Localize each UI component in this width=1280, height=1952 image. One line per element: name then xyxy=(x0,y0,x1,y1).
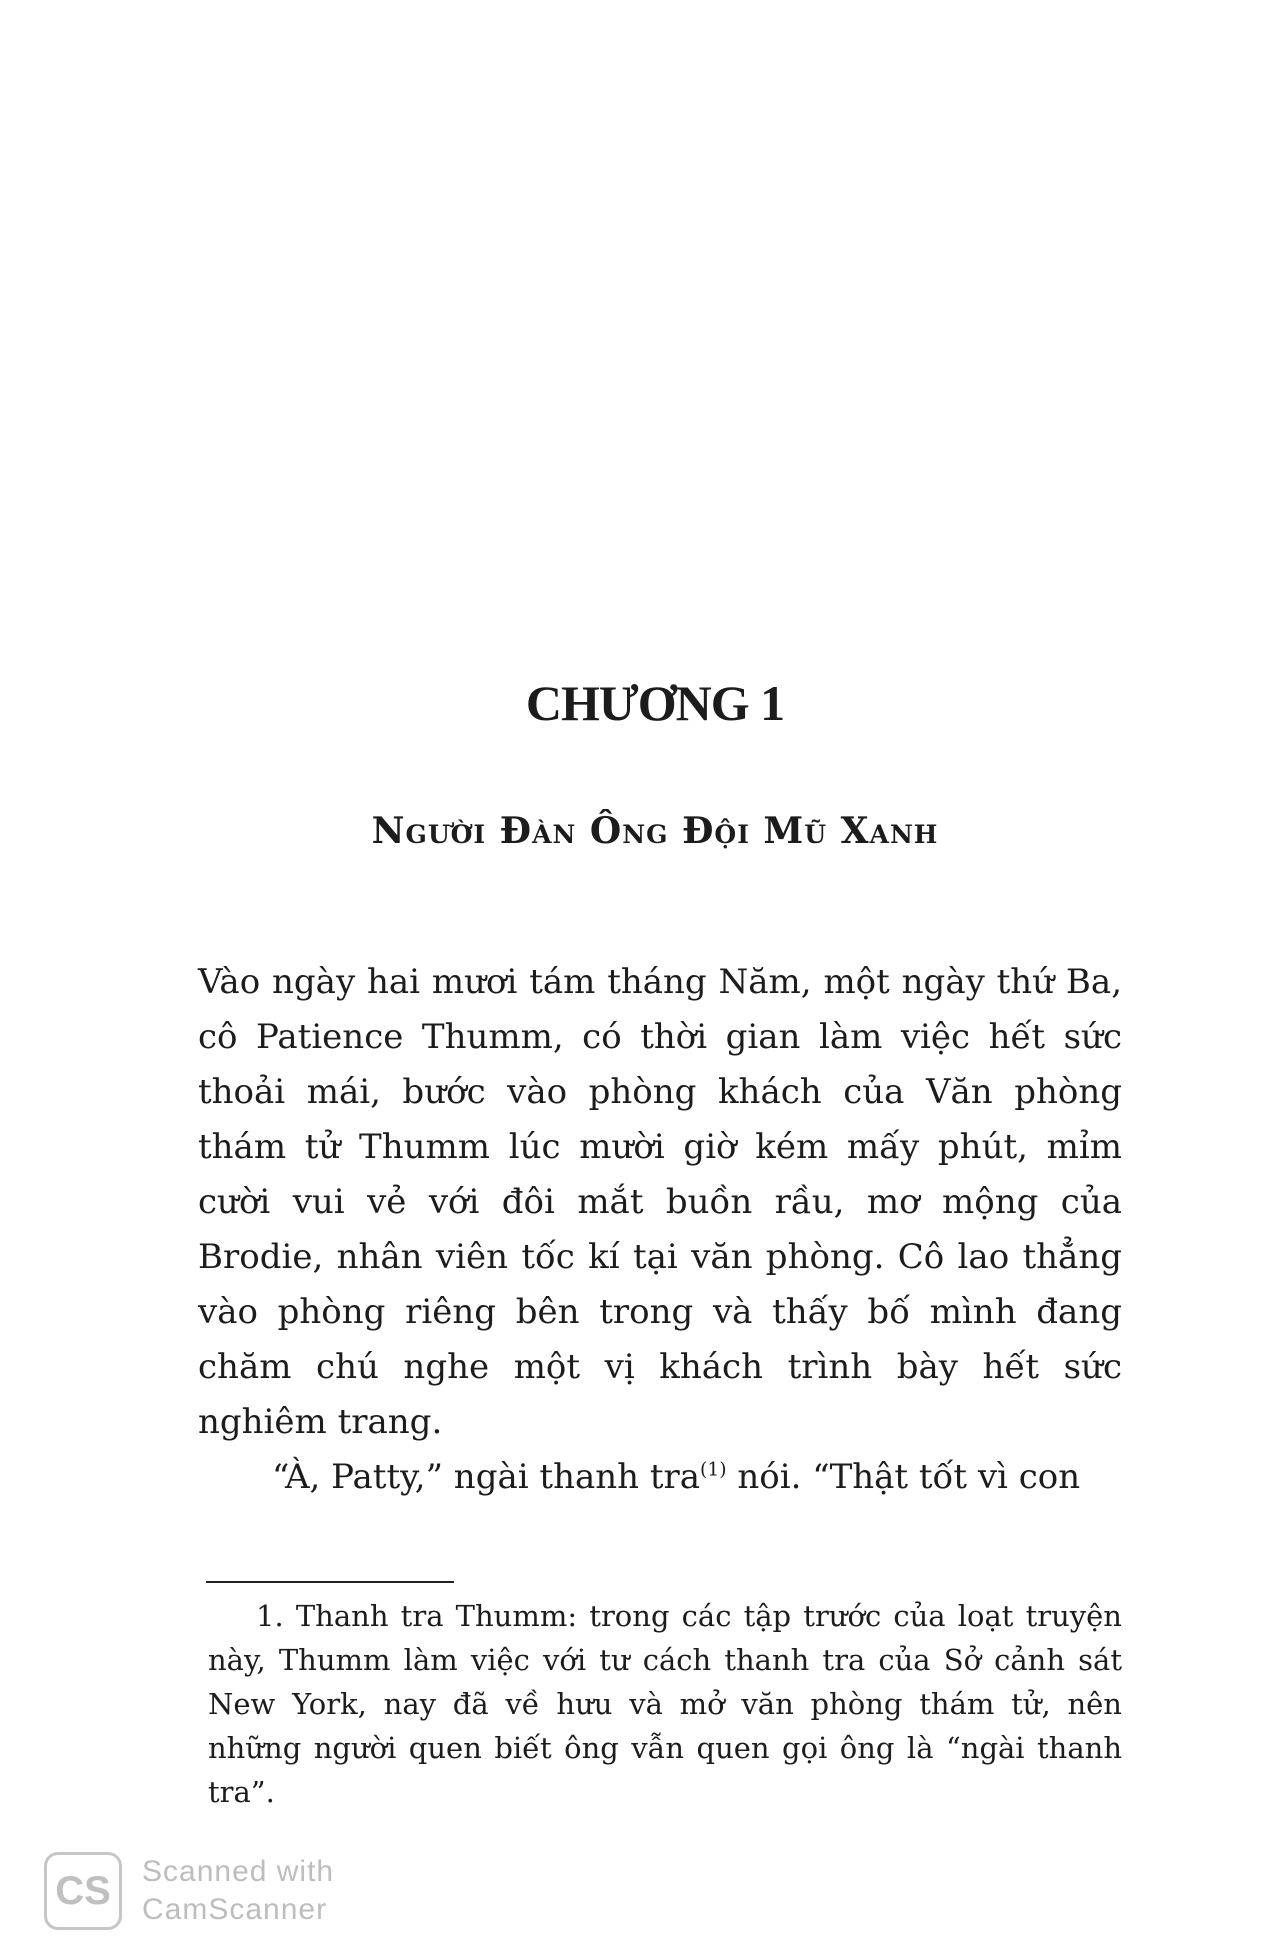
paragraph xyxy=(198,1450,1122,1505)
paragraph: Vào ngày hai mươi tám tháng Năm, một ngày thứ Ba, cô Patience Thumm, có thời gian làm việc hết sức thoải mái, bước vào phòng khách của Văn phòng thám tử Thumm lúc mười giờ kém mấy phút, mỉm cười vui vẻ với đôi mắt buồn rầu, mơ mộng của Brodie, nhân viên tốc kí tại văn phòng. Cô lao thẳng vào phòng riêng bên trong và thấy bố mình đang chăm chú nghe một vị khách trình bày hết sức nghiêm trang. xyxy=(198,962,1122,1442)
footnote-text: Thanh tra Thumm: trong các tập trước của loạt truyện này, Thumm làm việc với tư cách thanh tra của Sở cảnh sát New York, nay đã về hưu và mở văn phòng thám tử, nên những người quen biết ông vẫn quen gọi ông là “ngài thanh tra”. xyxy=(208,1599,1122,1809)
footnotes xyxy=(208,1594,1122,1814)
paragraph-text: nói. “Thật tốt vì con xyxy=(726,1457,1081,1497)
camscanner-watermark xyxy=(44,1850,334,1932)
watermark-line: CamScanner xyxy=(142,1893,328,1926)
footnote-number: 1. xyxy=(256,1599,284,1633)
body-text xyxy=(198,955,1122,1505)
chapter-title: CHƯƠNG 1 xyxy=(525,674,785,731)
paragraph-text: “À, Patty,” ngài thanh tra xyxy=(272,1457,701,1497)
watermark-text xyxy=(142,1853,334,1929)
chapter-subtitle: Người Đàn Ông Đội Mũ Xanh xyxy=(371,809,939,852)
footnote xyxy=(208,1594,1122,1814)
watermark-line: Scanned with xyxy=(142,1855,335,1888)
footnote-divider xyxy=(206,1581,454,1583)
footnote-reference: (1) xyxy=(700,1459,727,1481)
camscanner-logo-icon: CS xyxy=(44,1852,122,1930)
